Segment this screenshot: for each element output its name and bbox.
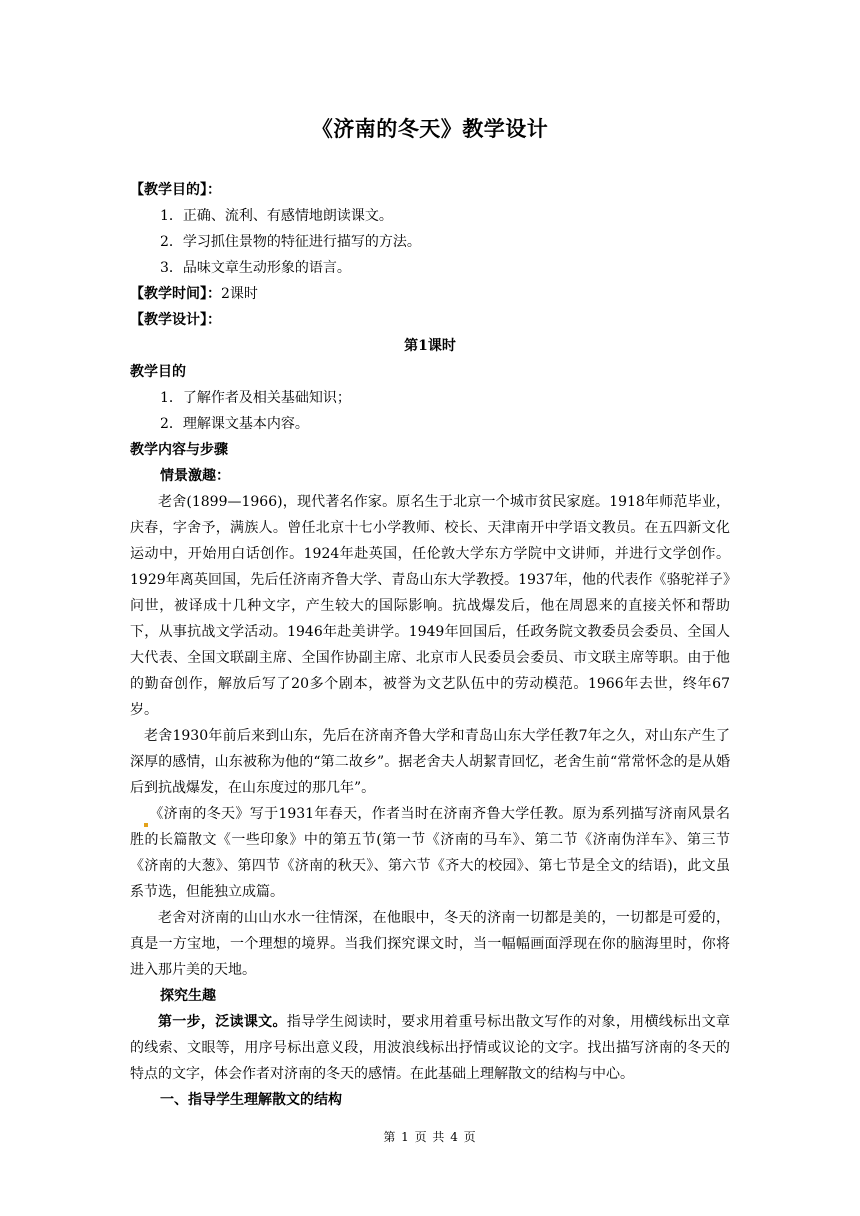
section1-heading: 一、指导学生理解散文的结构 [160, 1092, 342, 1108]
time-heading: 【教学时间】： [130, 286, 221, 302]
goal-item: 3．品味文章生动形象的语言。 [160, 260, 351, 276]
biography-paragraph: 老舍(1899—1966)，现代著名作家。原名生于北京一个城市贫民家庭。1918年师范毕业，庆春，字舍予，满族人。曾任北京十七小学教师、校长、天津南开中学语文教员。在五四新文化运动中，开始用白话创作。1924年赴英国，任伦敦大学东方学院中文讲师，并进行文学创作。1929年离英回国，先后任济南齐鲁大学、青岛山东大学教授。1937年，他的代表作《骆驼祥子》问世，被译成十几种文字，产生较大的国际影响。抗战爆发后，他在周恩来的直接关怀和帮助下，从事抗战文学活动。1946年赴美讲学。1949年回国后，任政务院文教委员会委员、全国人大代表、全国文联副主席、全国作协副主席、北京市人民委员会委员、市文联主席等职。由于他的勤奋创作，解放后写了20多个剧本，被誉为文艺队伍中的劳动模范。1966年去世，终年67岁。 [130, 494, 730, 718]
background-paragraph [130, 801, 730, 905]
goals-heading: 【教学目的】： [130, 182, 221, 198]
page-footer: 第 1 页 共 4 页 [383, 1130, 477, 1144]
scene-heading: 情景激趣： [160, 468, 230, 484]
document-title: 《济南的冬天》教学设计 [311, 116, 549, 141]
step1-paragraph [130, 1009, 730, 1087]
objective-item: 1．了解作者及相关基础知识； [160, 390, 351, 406]
background-text: 《济南的冬天》写于1931年春天，作者当时在济南齐鲁大学任教。原为系列描写济南风景名胜的长篇散文《一些印象》中的第五节(第一节《济南的马车》、第二节《济南伪洋车》、第三节《济南的大葱》、第四节《济南的秋天》、第六节《齐大的校园》、第七节是全文的结语)，此文虽系节选，但能独立成篇。 [130, 806, 730, 900]
step1-text: 指导学生阅读时，要求用着重号标出散文写作的对象，用横线标出文章的线索、文眼等，用序号标出意义段，用波浪线标出抒情或议论的文字。找出描写济南的冬天的特点的文字，体会作者对济南的冬天的感情。在此基础上理解散文的结构与中心。 [130, 1014, 731, 1082]
goal-item: 2．学习抓住景物的特征进行描写的方法。 [160, 234, 421, 250]
design-heading: 【教学设计】： [130, 312, 221, 328]
marker-dot-icon [144, 823, 148, 827]
appreciation-paragraph: 老舍对济南的山山水水一往情深，在他眼中，冬天的济南一切都是美的，一切都是可爱的，真是一方宝地，一个理想的境界。当我们探究课文时，当一幅幅画面浮现在你的脑海里时，你将进入那片美的天地。 [130, 910, 730, 978]
goal-item: 1．正确、流利、有感情地朗读课文。 [160, 208, 393, 224]
objective-item: 2．理解课文基本内容。 [160, 416, 309, 432]
objectives-heading: 教学目的 [130, 364, 186, 380]
time-row [130, 281, 258, 307]
shandong-paragraph: 老舍1930年前后来到山东，先后在济南齐鲁大学和青岛山东大学任教7年之久，对山东产生了深厚的感情，山东被称为他的“第二故乡”。据老舍夫人胡絜青回忆，老舍生前“常常怀念的是从婚后到抗战爆发，在山东度过的那几年”。 [130, 728, 730, 796]
explore-heading: 探究生趣 [160, 988, 216, 1004]
step1-label: 第一步，泛读课文。 [158, 1014, 287, 1030]
time-value: 2课时 [221, 286, 258, 302]
content-heading: 教学内容与步骤 [130, 442, 228, 458]
lesson-heading: 第1课时 [404, 338, 456, 354]
